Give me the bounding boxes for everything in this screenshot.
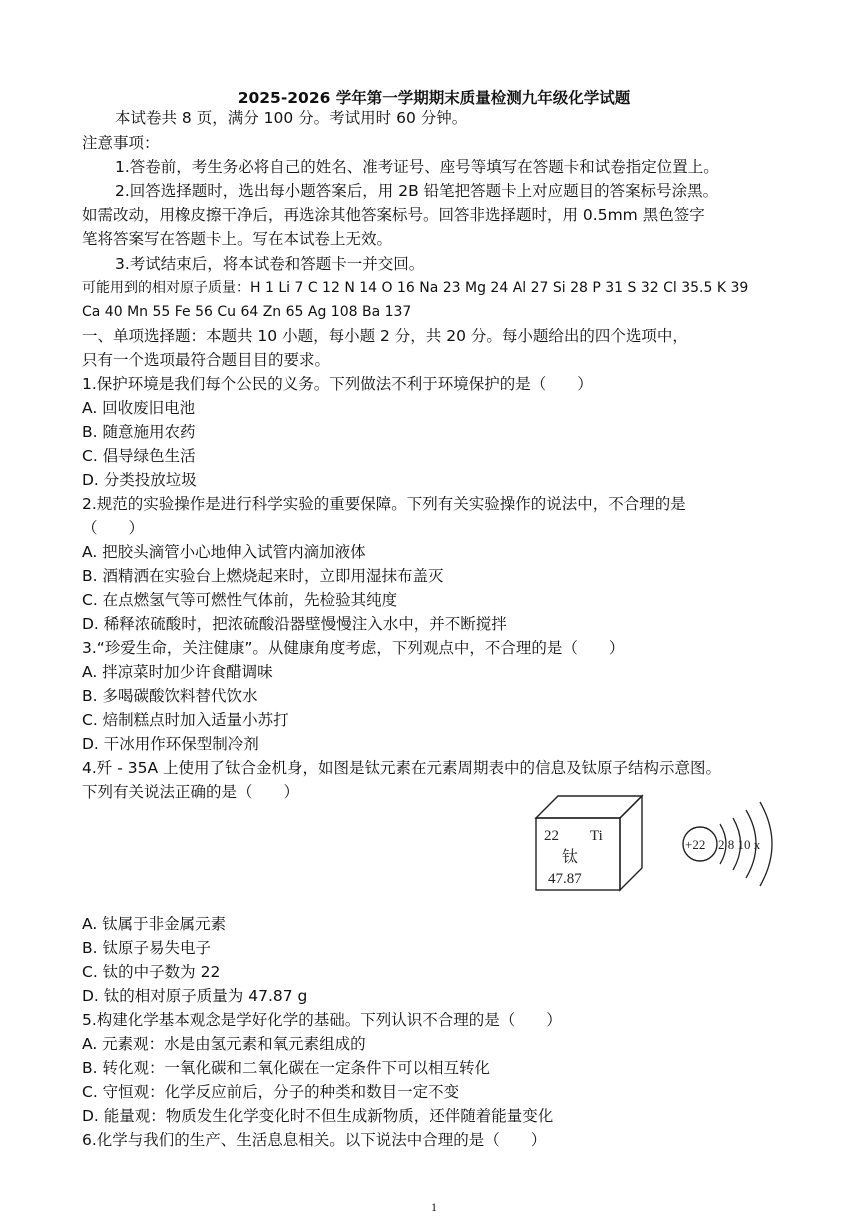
- element-symbol: Ti: [590, 828, 603, 844]
- option: B. 转化观：一氧化碳和二氧化碳在一定条件下可以相互转化: [82, 1059, 490, 1077]
- atomic-mass-line: 可能用到的相对原子质量：H 1 Li 7 C 12 N 14 O 16 Na 23 Mg 24 Al 27 Si 28 P 31 S 32 Cl 35.5 K 39: [82, 280, 749, 296]
- notice-heading: 注意事项：: [82, 134, 160, 152]
- atom-structure: [683, 802, 772, 886]
- option: D. 分类投放垃圾: [82, 471, 197, 489]
- element-name: 钛: [562, 847, 579, 866]
- option: A. 元素观：水是由氢元素和氧元素组成的: [82, 1035, 366, 1053]
- option: C. 倡导绿色生活: [82, 447, 196, 465]
- notice-item: 笔将答案写在答题卡上。写在本试卷上无效。: [82, 230, 393, 248]
- notice-item: 1.答卷前，考生务必将自己的姓名、准考证号、座号等填写在答题卡和试卷指定位置上。: [115, 158, 719, 176]
- option: D. 干冰用作环保型制冷剂: [82, 735, 259, 753]
- notice-item: 如需改动，用橡皮擦干净后，再选涂其他答案标号。回答非选择题时，用 0.5mm 黑色签字: [82, 206, 705, 224]
- section-heading: 只有一个选项最符合题目目的要求。: [82, 351, 331, 369]
- titanium-figure: [530, 790, 790, 900]
- option: C. 在点燃氢气等可燃性气体前，先检验其纯度: [82, 591, 398, 609]
- option: B. 多喝碳酸饮料替代饮水: [82, 687, 258, 705]
- titanium-diagram: [530, 790, 790, 900]
- exam-intro: 本试卷共 8 页，满分 100 分。考试用时 60 分钟。: [115, 109, 468, 127]
- notice-item: 2.回答选择题时，选出每小题答案后，用 2B 铅笔把答题卡上对应题目的答案标号涂黑。: [115, 182, 719, 200]
- question-2-stem: 2.规范的实验操作是进行科学实验的重要保障。下列有关实验操作的说法中，不合理的是: [82, 495, 686, 513]
- question-4-stem: 4.歼 - 35A 上使用了钛合金机身，如图是钛元素在元素周期表中的信息及钛原子结构示意图。: [82, 759, 721, 777]
- exam-title: 2025-2026 学年第一学期期末质量检测九年级化学试题: [237, 89, 631, 107]
- option: B. 钛原子易失电子: [82, 939, 211, 957]
- option: D. 能量观：物质发生化学变化时不但生成新物质，还伴随着能量变化: [82, 1107, 554, 1125]
- option: C. 钛的中子数为 22: [82, 963, 221, 981]
- question-6-stem: 6.化学与我们的生产、生活息息相关。以下说法中合理的是（ ）: [82, 1131, 547, 1149]
- option: D. 稀释浓硫酸时，把浓硫酸沿器壁慢慢注入水中，并不断搅拌: [82, 615, 507, 633]
- option: A. 拌凉菜时加少许食醋调味: [82, 663, 273, 681]
- option: A. 回收废旧电池: [82, 399, 196, 417]
- option: C. 焙制糕点时加入适量小苏打: [82, 711, 289, 729]
- option: B. 随意施用农药: [82, 423, 196, 441]
- atomic-number: 22: [544, 828, 559, 844]
- option: A. 钛属于非金属元素: [82, 915, 227, 933]
- section-heading: 一、单项选择题：本题共 10 小题，每小题 2 分，共 20 分。每小题给出的四个选项中，: [82, 327, 688, 345]
- option: A. 把胶头滴管小心地伸入试管内滴加液体: [82, 543, 366, 561]
- atomic-mass-line: Ca 40 Mn 55 Fe 56 Cu 64 Zn 65 Ag 108 Ba 137: [82, 304, 412, 320]
- option: D. 钛的相对原子质量为 47.87 g: [82, 987, 308, 1005]
- question-1-stem: 1.保护环境是我们每个公民的义务。下列做法不利于环境保护的是（ ）: [82, 375, 593, 393]
- nucleus-charge: +22: [685, 837, 706, 852]
- option: C. 守恒观：化学反应前后，分子的种类和数目一定不变: [82, 1083, 460, 1101]
- electron-counts: 2 8 10 x: [718, 837, 761, 852]
- question-3-stem: 3.“珍爱生命，关注健康”。从健康角度考虑，下列观点中，不合理的是（ ）: [82, 639, 625, 657]
- atomic-mass: 47.87: [548, 871, 582, 887]
- notice-item: 3.考试结束后，将本试卷和答题卡一并交回。: [115, 255, 425, 273]
- electron-shell-arc: [760, 802, 772, 886]
- page-number: 1: [431, 1200, 437, 1214]
- question-4-stem-2: 下列有关说法正确的是（ ）: [82, 783, 300, 801]
- question-2-bracket: （ ）: [82, 519, 145, 537]
- question-5-stem: 5.构建化学基本观念是学好化学的基础。下列认识不合理的是（ ）: [82, 1011, 562, 1029]
- option: B. 酒精洒在实验台上燃烧起来时，立即用湿抹布盖灭: [82, 567, 444, 585]
